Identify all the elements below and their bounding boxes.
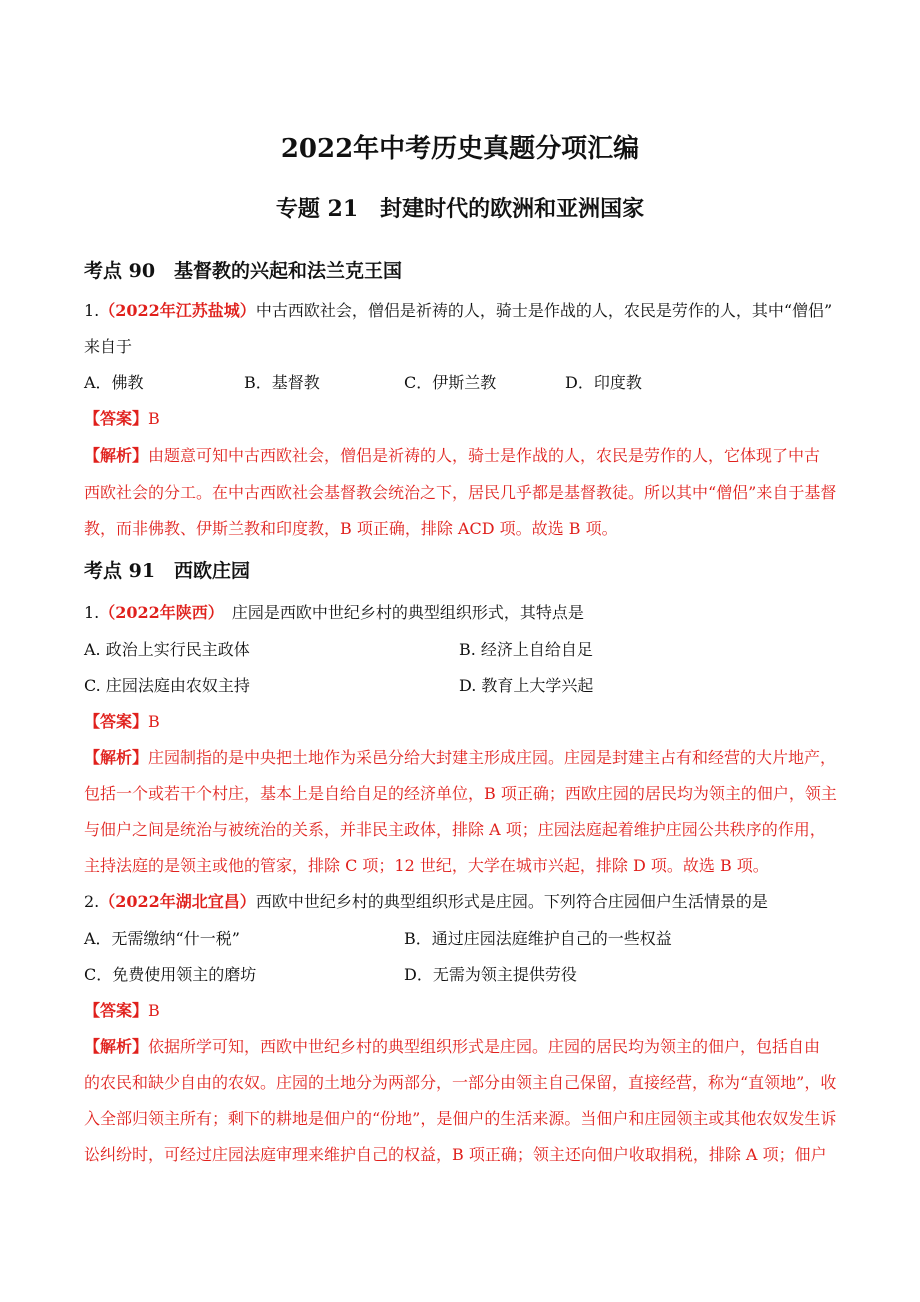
section-heading-90: 考点 90 基督教的兴起和法兰克王国 [84, 260, 403, 282]
analysis-line: 入全部归领主所有；剩下的耕地是佃户的“份地”，是佃户的生活来源。当佃户和庄园领主或其他农奴发生诉 [84, 1109, 837, 1128]
analysis-line: 主持法庭的是领主或他的管家，排除 C 项；12 世纪，大学在城市兴起，排除 D 项。故选 B 项。 [84, 856, 769, 875]
option-d: D．无需为领主提供劳役 [404, 965, 577, 984]
question-number: 1. [84, 603, 100, 622]
question-source: （2022年江苏盐城） [99, 301, 256, 320]
question-source: （2022年湖北宜昌） [99, 892, 256, 911]
answer-value: B [148, 1001, 160, 1020]
option-a: A．无需缴纳“什一税” [84, 929, 240, 948]
option-a: A．佛教 [84, 373, 144, 392]
analysis-line [84, 745, 836, 768]
analysis-line: 包括一个或若干个村庄，基本上是自给自足的经济单位，B 项正确；西欧庄园的居民均为领主的佃户，领主 [84, 784, 837, 803]
option-d: D. 教育上大学兴起 [459, 676, 594, 695]
option-c: C. 庄园法庭由农奴主持 [84, 676, 250, 695]
answer-label: 【答案】 [84, 712, 149, 731]
analysis-line: 教，而非佛教、伊斯兰教和印度教，B 项正确，排除 ACD 项。故选 B 项。 [84, 519, 618, 538]
question-source: （2022年陕西） [99, 603, 216, 622]
option-c: C．伊斯兰教 [404, 373, 497, 392]
analysis-text: 依据所学可知，西欧中世纪乡村的典型组织形式是庄园。庄园的居民均为领主的佃户，包括自由 [148, 1037, 821, 1056]
section-heading-91: 考点 91 西欧庄园 [84, 560, 251, 582]
question-stem [84, 298, 832, 321]
analysis-line [84, 1034, 820, 1057]
question-text: 西欧中世纪乡村的典型组织形式是庄园。下列符合庄园佃户生活情景的是 [255, 892, 768, 911]
analysis-label: 【解析】 [84, 446, 149, 465]
analysis-line [84, 443, 820, 466]
analysis-label: 【解析】 [84, 1037, 149, 1056]
answer-label: 【答案】 [84, 409, 149, 428]
answer-line [84, 406, 160, 429]
question-stem [84, 600, 584, 623]
document-subtitle: 专题 21 封建时代的欧洲和亚洲国家 [275, 196, 645, 222]
option-d: D．印度教 [565, 373, 642, 392]
analysis-line: 西欧社会的分工。在中古西欧社会基督教会统治之下，居民几乎都是基督教徒。所以其中“僧侣”来自于基督 [84, 483, 837, 502]
option-b: B. 经济上自给自足 [459, 640, 593, 659]
analysis-text: 由题意可知中古西欧社会，僧侣是祈祷的人，骑士是作战的人，农民是劳作的人，它体现了中古 [148, 446, 821, 465]
answer-value: B [148, 409, 160, 428]
question-stem [84, 889, 768, 912]
answer-value: B [148, 712, 160, 731]
option-a: A. 政治上实行民主政体 [84, 640, 250, 659]
analysis-text: 庄园制指的是中央把土地作为采邑分给大封建主形成庄园。庄园是封建主占有和经营的大片地产， [148, 748, 837, 767]
option-c: C．免费使用领主的磨坊 [84, 965, 257, 984]
question-text: 庄园是西欧中世纪乡村的典型组织形式，其特点是 [215, 603, 584, 622]
answer-label: 【答案】 [84, 1001, 149, 1020]
answer-line [84, 998, 160, 1021]
question-text: 中古西欧社会，僧侣是祈祷的人，骑士是作战的人，农民是劳作的人，其中“僧侣” [255, 301, 833, 320]
question-number: 1. [84, 301, 100, 320]
analysis-line: 的农民和缺少自由的农奴。庄园的土地分为两部分，一部分由领主自己保留，直接经营，称为“直领地”，收 [84, 1073, 837, 1092]
question-number: 2. [84, 892, 100, 911]
document-title: 2022年中考历史真题分项汇编 [280, 134, 640, 164]
question-stem-continued: 来自于 [84, 337, 133, 356]
answer-line [84, 709, 160, 732]
analysis-label: 【解析】 [84, 748, 149, 767]
option-b: B．基督教 [244, 373, 320, 392]
analysis-line: 讼纠纷时，可经过庄园法庭审理来维护自己的权益，B 项正确；领主还向佃户收取捐税，排除 A 项；佃户 [84, 1145, 827, 1164]
option-b: B．通过庄园法庭维护自己的一些权益 [404, 929, 672, 948]
analysis-line: 与佃户之间是统治与被统治的关系，并非民主政体，排除 A 项；庄园法庭起着维护庄园公共秩序的作用， [84, 820, 826, 839]
